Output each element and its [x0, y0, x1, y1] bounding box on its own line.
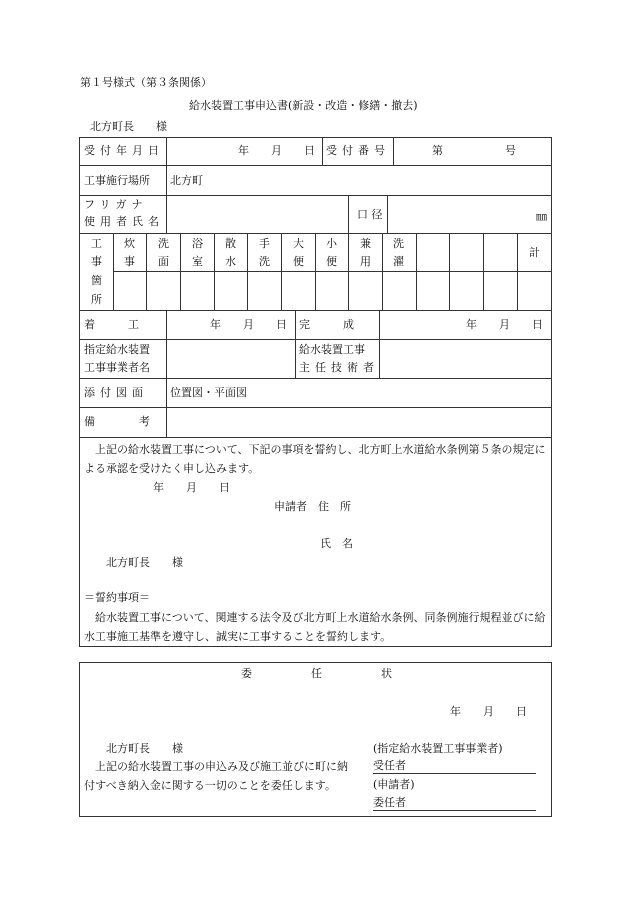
fixture-bath-1: 浴 [192, 237, 203, 250]
col-divider [146, 233, 147, 310]
user-name-field[interactable] [167, 196, 347, 232]
fixture-handwash-2: 洗 [259, 255, 270, 268]
row-divider [79, 378, 552, 379]
row-divider [79, 437, 552, 438]
bore-field[interactable] [388, 196, 551, 232]
contractor-label-1: 指定給水装置 [84, 343, 150, 356]
row-divider [79, 165, 552, 166]
proxy-body: 上記の給水装置工事の申込み及び施工並びに町に納付すべき納入金に関する一切のことを委任します。 [84, 760, 348, 792]
proxy-delegator-field[interactable]: 委任者 [373, 796, 536, 811]
engineer-label-1: 給水装置工事 [299, 343, 365, 356]
receipt-date-label: 受付年月日 [84, 144, 164, 157]
start-date-field[interactable]: 年 月 日 [210, 318, 287, 331]
col-divider [281, 233, 282, 310]
remarks-field[interactable] [167, 408, 551, 436]
fixture-bath-2: 室 [192, 255, 203, 268]
col-divider [449, 233, 450, 310]
site-label: 工事施行場所 [84, 174, 150, 187]
col-divider [416, 233, 417, 310]
col-divider [166, 137, 167, 201]
contractor-label-2: 工事事業者名 [84, 361, 150, 374]
col-divider [214, 233, 215, 310]
pledge-heading: ＝誓約事項＝ [84, 591, 150, 604]
receipt-number-label: 受付番号 [326, 144, 390, 157]
fixture-label-2: 事 [91, 255, 102, 268]
receipt-date-field[interactable]: 年 月 日 [238, 144, 315, 157]
fixture-washbasin-2: 面 [158, 255, 169, 268]
fixture-urinal-2: 便 [326, 255, 337, 268]
fixture-toilet-2: 便 [293, 255, 304, 268]
col-divider [483, 233, 484, 310]
col-divider [382, 233, 383, 310]
col-divider [247, 233, 248, 310]
fixture-shared-1: 兼 [360, 237, 371, 250]
bore-label: 口 径 [357, 208, 383, 221]
declaration-date: 年 月 日 [153, 481, 230, 494]
complete-label: 完 成 [299, 318, 354, 331]
receipt-number-dai: 第 [432, 144, 443, 157]
col-divider [113, 233, 114, 310]
fixture-cooking-1: 炊 [124, 237, 135, 250]
fixture-label-3: 箇 [91, 274, 102, 287]
proxy-addressee: 北方町長 様 [106, 742, 183, 755]
attach-field[interactable]: 位置図・平面図 [170, 386, 247, 399]
proxy-date: 年 月 日 [450, 705, 527, 718]
fixture-handwash-1: 手 [259, 237, 270, 250]
engineer-name-field[interactable] [380, 340, 551, 377]
proxy-applicant-heading: (申請者) [373, 778, 415, 791]
proxy-delegate-field[interactable]: 受任者 [373, 759, 536, 774]
col-divider [393, 137, 394, 165]
col-divider [322, 137, 323, 165]
proxy-title-3: 状 [381, 667, 392, 680]
proxy-title-2: 任 [311, 667, 322, 680]
top-addressee: 北方町長 様 [90, 120, 167, 133]
col-divider [295, 310, 296, 378]
row-divider [113, 271, 552, 272]
fixture-total-label: 計 [529, 246, 540, 259]
fixture-urinal-1: 小 [326, 237, 337, 250]
col-divider [348, 233, 349, 310]
complete-date-field[interactable]: 年 月 日 [466, 318, 543, 331]
applicant-name-label: 氏 名 [320, 537, 353, 550]
fixture-shared-2: 用 [360, 255, 371, 268]
fixture-sprinkle-2: 水 [225, 255, 236, 268]
fixture-toilet-1: 大 [293, 237, 304, 250]
form-number: 第１号様式（第３条関係） [80, 76, 212, 89]
bore-unit: ㎜ [536, 210, 547, 223]
col-divider [315, 233, 316, 310]
applicant-address-label: 申請者 住 所 [274, 500, 351, 513]
start-label: 着 工 [84, 318, 139, 331]
fixture-cooking-2: 事 [124, 255, 135, 268]
proxy-contractor-heading: (指定給水装置工事事業者) [373, 742, 503, 755]
row-divider [79, 310, 552, 311]
site-field[interactable]: 北方町 [170, 174, 203, 187]
contractor-name-field[interactable] [167, 340, 294, 377]
receipt-number-go: 号 [505, 144, 516, 157]
declaration-text: 上記の給水装置工事について、下記の事項を誓約し、北方町上水道給水条例第５条の規定による承認を受けたく申し込みます。 [84, 443, 546, 475]
fixture-laundry-1: 洗 [393, 237, 404, 250]
furigana-label: フリガナ [84, 198, 148, 211]
remarks-label: 備 考 [84, 415, 150, 428]
col-divider [517, 233, 518, 310]
fixture-laundry-2: 濯 [393, 255, 404, 268]
declaration-addressee: 北方町長 様 [106, 556, 183, 569]
attach-label: 添付図面 [84, 386, 148, 399]
fixture-sprinkle-1: 散 [225, 237, 236, 250]
fixture-washbasin-1: 洗 [158, 237, 169, 250]
col-divider [348, 195, 349, 233]
fixture-label-1: 工 [91, 237, 102, 250]
fixture-label-4: 所 [91, 293, 102, 306]
engineer-label-2: 主任技術者 [299, 361, 379, 374]
col-divider [180, 233, 181, 310]
proxy-title-1: 委 [241, 667, 252, 680]
user-name-label: 使用者氏名 [84, 215, 164, 228]
form-title: 給水装置工事申込書(新設・改造・修繕・撤去) [189, 99, 418, 112]
pledge-text: 給水装置工事について、関連する法令及び北方町上水道給水条例、同条例施行規程並びに給水工事施工基準を遵守し、誠実に工事することを誓約します。 [84, 611, 546, 643]
